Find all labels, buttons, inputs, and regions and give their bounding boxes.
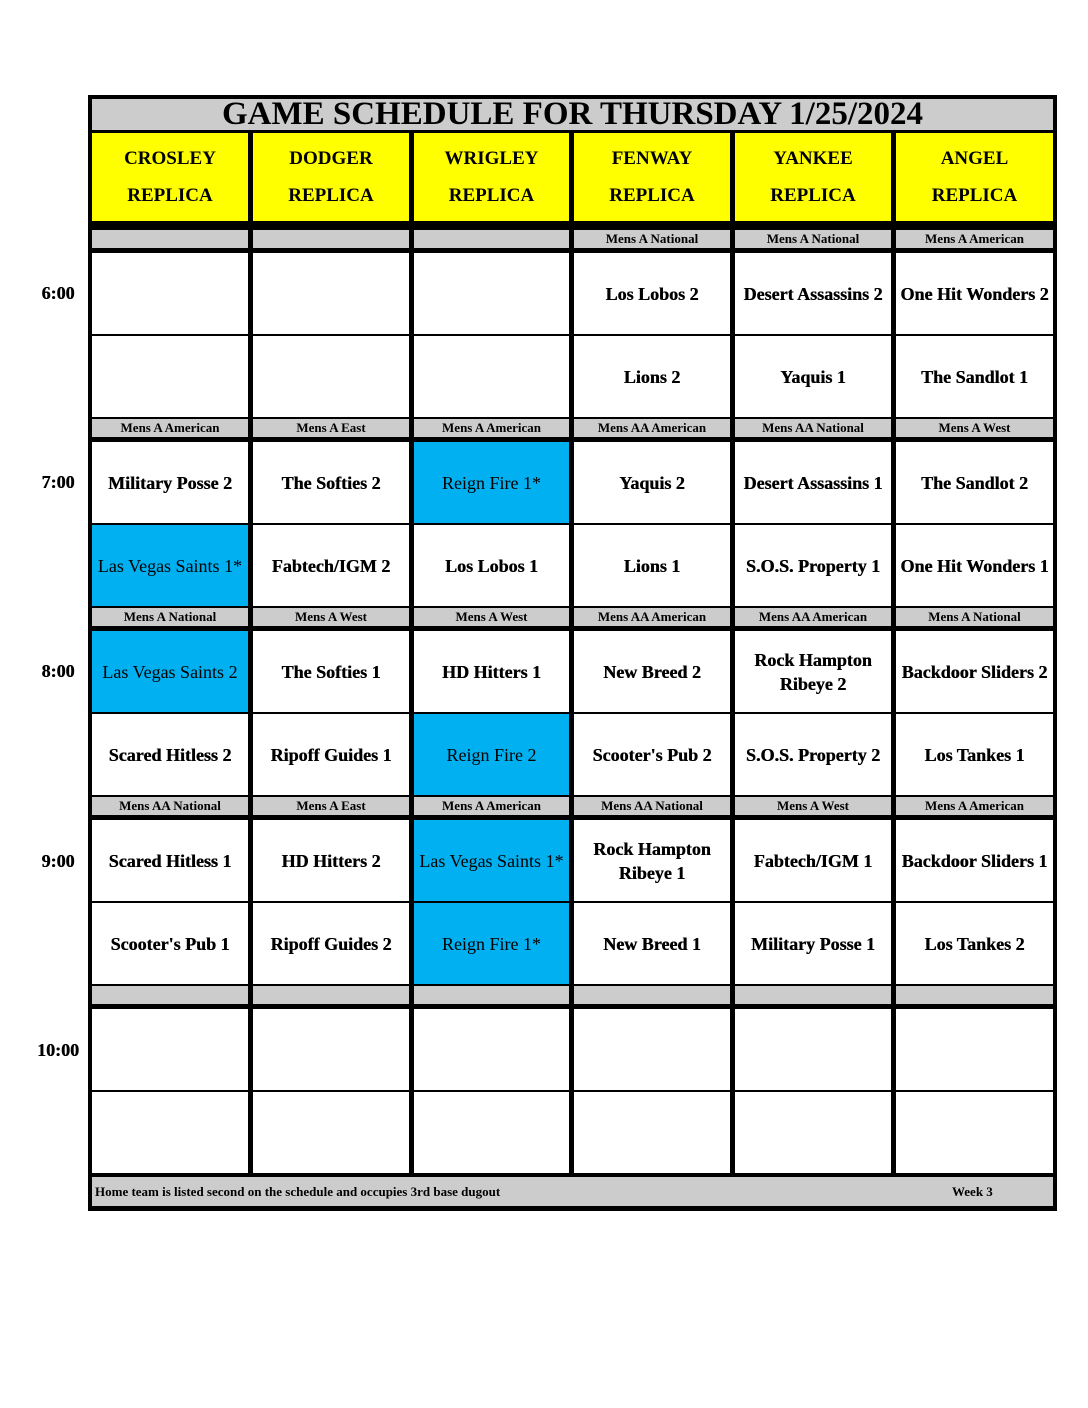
division-label: Mens A East bbox=[253, 797, 409, 815]
away-team-cell bbox=[414, 253, 569, 334]
home-team-cell: S.O.S. Property 2 bbox=[735, 714, 891, 795]
home-team-cell: Scooter's Pub 1 bbox=[92, 903, 248, 984]
division-label: Mens A American bbox=[414, 797, 569, 815]
division-label: Mens A West bbox=[414, 608, 569, 626]
away-team-cell: Las Vegas Saints 2 bbox=[92, 631, 248, 712]
home-team-cell bbox=[735, 1092, 891, 1173]
division-label bbox=[92, 986, 248, 1004]
away-team-cell: The Softies 2 bbox=[253, 442, 409, 523]
away-team-cell bbox=[253, 253, 409, 334]
time-label: 7:00 bbox=[41, 472, 75, 492]
time-label: 9:00 bbox=[41, 851, 75, 871]
away-team-cell: HD Hitters 2 bbox=[253, 820, 409, 901]
division-label: Mens A West bbox=[735, 797, 891, 815]
division-label: Mens AA National bbox=[574, 797, 730, 815]
home-team-cell: The Sandlot 1 bbox=[896, 336, 1053, 417]
division-label bbox=[253, 230, 409, 248]
field-header-yankee bbox=[735, 133, 891, 221]
field-header-crosley bbox=[92, 133, 248, 221]
division-label bbox=[253, 986, 409, 1004]
away-team-cell bbox=[574, 1009, 730, 1090]
away-team-cell bbox=[896, 1009, 1053, 1090]
home-team-cell bbox=[414, 336, 569, 417]
field-header-wrigley bbox=[414, 133, 569, 221]
division-label: Mens A West bbox=[253, 608, 409, 626]
division-label: Mens A National bbox=[92, 608, 248, 626]
field-name: ANGEL bbox=[940, 148, 1009, 169]
home-team-cell bbox=[253, 336, 409, 417]
away-team-cell: Military Posse 2 bbox=[92, 442, 248, 523]
away-team-cell: The Softies 1 bbox=[253, 631, 409, 712]
division-label bbox=[414, 230, 569, 248]
home-team-cell: Ripoff Guides 2 bbox=[253, 903, 409, 984]
away-team-cell: Las Vegas Saints 1* bbox=[414, 820, 569, 901]
home-team-cell: Fabtech/IGM 2 bbox=[253, 525, 409, 606]
field-subtitle: REPLICA bbox=[609, 185, 695, 206]
division-label: Mens A National bbox=[896, 608, 1053, 626]
away-team-cell bbox=[92, 1009, 248, 1090]
home-team-cell bbox=[92, 1092, 248, 1173]
footer-note: Home team is listed second on the schedule and occupies 3rd base dugout bbox=[95, 1183, 501, 1199]
home-team-cell bbox=[253, 1092, 409, 1173]
away-team-cell: Desert Assassins 2 bbox=[735, 253, 891, 334]
field-header-fenway bbox=[574, 133, 730, 221]
time-label: 10:00 bbox=[37, 1040, 79, 1060]
away-team-cell: Reign Fire 1* bbox=[414, 442, 569, 523]
away-team-cell: Fabtech/IGM 1 bbox=[735, 820, 891, 901]
field-subtitle: REPLICA bbox=[448, 185, 535, 206]
week-label: Week 3 bbox=[952, 1183, 993, 1199]
field-subtitle: REPLICA bbox=[288, 185, 374, 206]
division-label: Mens A American bbox=[896, 797, 1053, 815]
away-team-cell: HD Hitters 1 bbox=[414, 631, 569, 712]
home-team-cell bbox=[92, 336, 248, 417]
division-label: Mens AA American bbox=[574, 608, 730, 626]
home-team-cell: Reign Fire 2 bbox=[414, 714, 569, 795]
field-subtitle: REPLICA bbox=[931, 185, 1018, 206]
home-team-cell: Las Vegas Saints 1* bbox=[92, 525, 248, 606]
division-label: Mens AA American bbox=[735, 608, 891, 626]
away-team-cell bbox=[92, 253, 248, 334]
home-team-cell: Los Tankes 1 bbox=[896, 714, 1053, 795]
away-team-cell: Backdoor Sliders 1 bbox=[896, 820, 1053, 901]
home-team-cell: Ripoff Guides 1 bbox=[253, 714, 409, 795]
field-header-angel bbox=[896, 133, 1053, 221]
division-label bbox=[414, 986, 569, 1004]
schedule-table bbox=[88, 95, 1057, 1211]
division-label: Mens A American bbox=[896, 230, 1053, 248]
division-label: Mens A National bbox=[735, 230, 891, 248]
away-team-cell: Backdoor Sliders 2 bbox=[896, 631, 1053, 712]
schedule-title: GAME SCHEDULE FOR THURSDAY 1/25/2024 bbox=[92, 99, 1053, 130]
time-label: 6:00 bbox=[41, 283, 75, 303]
division-label: Mens A National bbox=[574, 230, 730, 248]
home-team-cell: Military Posse 1 bbox=[735, 903, 891, 984]
away-team-cell: Rock Hampton Ribeye 2 bbox=[735, 631, 891, 712]
home-team-cell: Reign Fire 1* bbox=[414, 903, 569, 984]
away-team-cell: One Hit Wonders 2 bbox=[896, 253, 1053, 334]
home-team-cell: New Breed 1 bbox=[574, 903, 730, 984]
home-team-cell: Lions 1 bbox=[574, 525, 730, 606]
division-label bbox=[574, 986, 730, 1004]
division-label: Mens A West bbox=[896, 419, 1053, 437]
away-team-cell: Rock Hampton Ribeye 1 bbox=[574, 820, 730, 901]
away-team-cell: Yaquis 2 bbox=[574, 442, 730, 523]
home-team-cell: S.O.S. Property 1 bbox=[735, 525, 891, 606]
home-team-cell: Yaquis 1 bbox=[735, 336, 891, 417]
division-label bbox=[92, 230, 248, 248]
away-team-cell bbox=[735, 1009, 891, 1090]
division-label: Mens A American bbox=[92, 419, 248, 437]
home-team-cell: Lions 2 bbox=[574, 336, 730, 417]
home-team-cell: Los Lobos 1 bbox=[414, 525, 569, 606]
field-subtitle: REPLICA bbox=[770, 185, 856, 206]
division-label bbox=[896, 986, 1053, 1004]
division-label: Mens AA National bbox=[735, 419, 891, 437]
home-team-cell bbox=[896, 1092, 1053, 1173]
division-label: Mens A East bbox=[253, 419, 409, 437]
away-team-cell: The Sandlot 2 bbox=[896, 442, 1053, 523]
away-team-cell: Los Lobos 2 bbox=[574, 253, 730, 334]
field-name: WRIGLEY bbox=[444, 148, 539, 169]
away-team-cell: Desert Assassins 1 bbox=[735, 442, 891, 523]
footer-bar bbox=[92, 1177, 1053, 1206]
time-label: 8:00 bbox=[41, 661, 75, 681]
division-label: Mens A American bbox=[414, 419, 569, 437]
away-team-cell bbox=[414, 1009, 569, 1090]
division-label: Mens AA National bbox=[92, 797, 248, 815]
field-name: DODGER bbox=[289, 148, 373, 169]
field-name: FENWAY bbox=[611, 148, 693, 169]
field-name: YANKEE bbox=[773, 148, 853, 169]
field-header-dodger bbox=[253, 133, 409, 221]
away-team-cell: Scared Hitless 1 bbox=[92, 820, 248, 901]
division-label: Mens AA American bbox=[574, 419, 730, 437]
away-team-cell: New Breed 2 bbox=[574, 631, 730, 712]
home-team-cell: Los Tankes 2 bbox=[896, 903, 1053, 984]
field-subtitle: REPLICA bbox=[127, 185, 213, 206]
home-team-cell: Scooter's Pub 2 bbox=[574, 714, 730, 795]
home-team-cell: Scared Hitless 2 bbox=[92, 714, 248, 795]
home-team-cell bbox=[414, 1092, 569, 1173]
division-label bbox=[735, 986, 891, 1004]
away-team-cell bbox=[253, 1009, 409, 1090]
field-name: CROSLEY bbox=[124, 148, 216, 169]
home-team-cell: One Hit Wonders 1 bbox=[896, 525, 1053, 606]
home-team-cell bbox=[574, 1092, 730, 1173]
